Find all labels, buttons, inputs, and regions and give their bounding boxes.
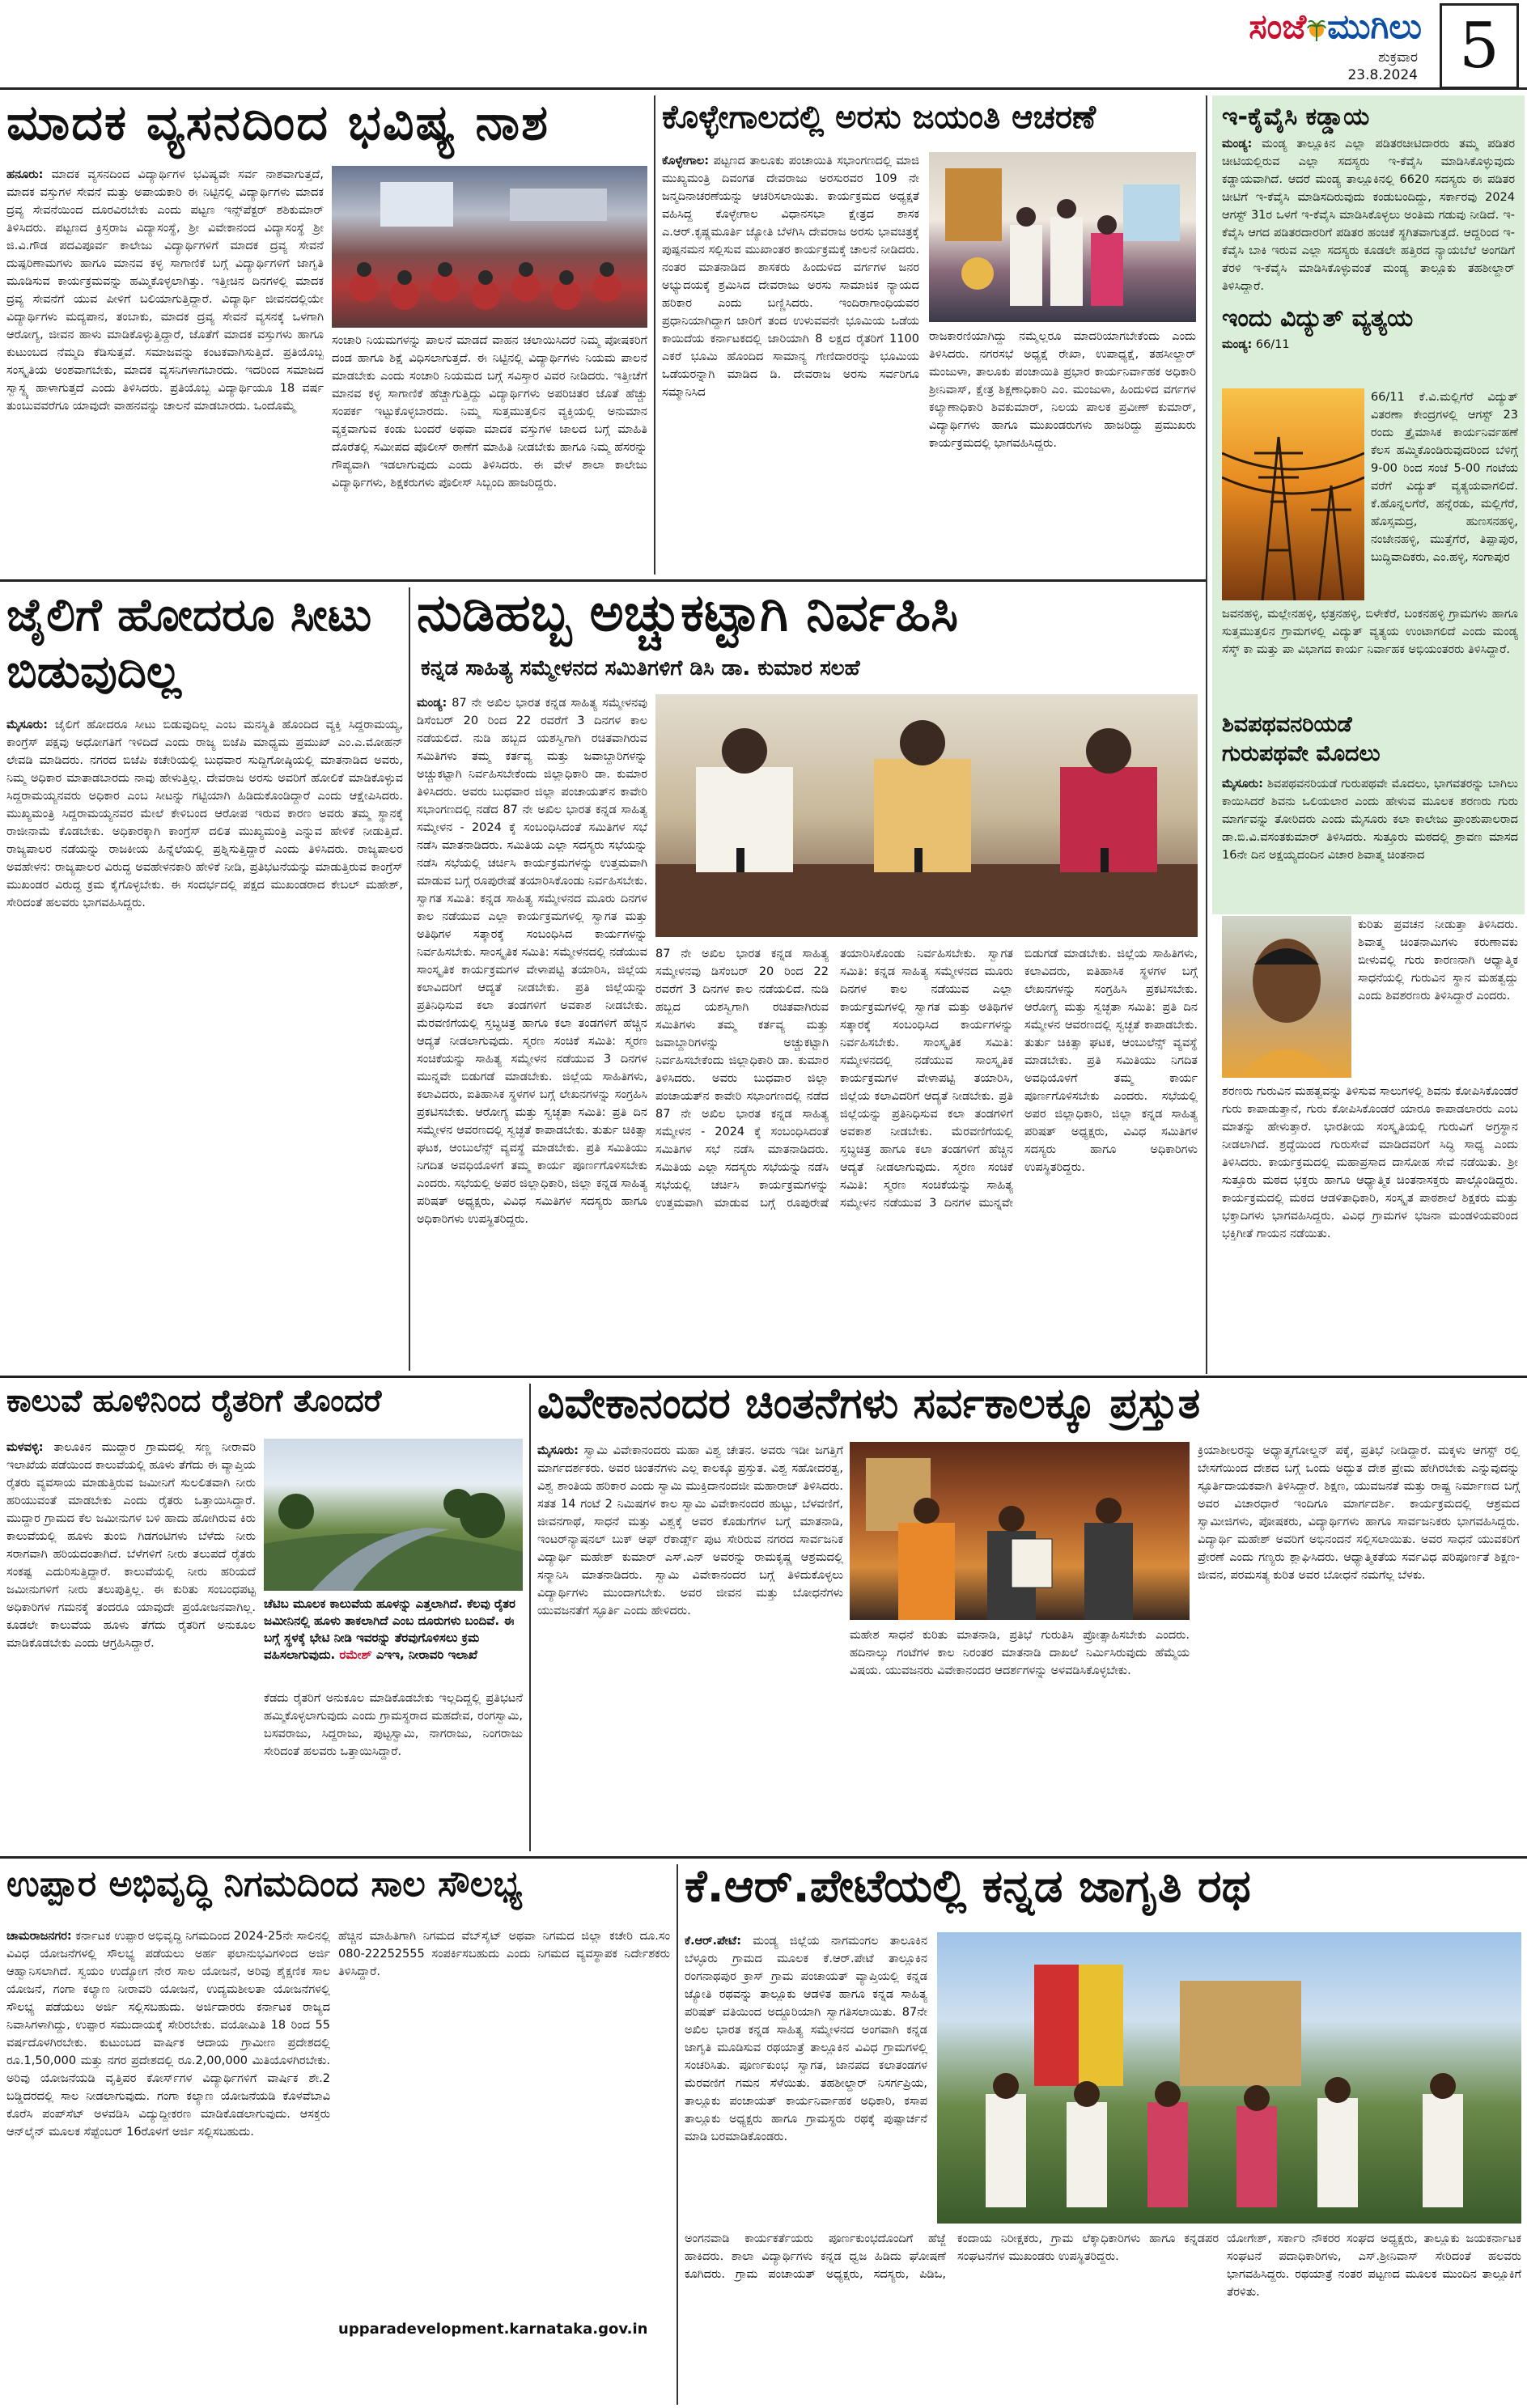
- brief-title: ಇ-ಕೈವೈಸಿ ಕಡ್ಡಾಯ: [1222, 103, 1370, 131]
- article-jail-seat-body: [6, 716, 403, 1370]
- article-text: 87 ನೇ ಅಖಿಲ ಭಾರತ ಕನ್ನಡ ಸಾಹಿತ್ಯ ಸಮ್ಮೇಳನವು ಡಿಸೆಂಬರ್ 20 ರಿಂದ 22 ರವರೆಗೆ 3 ದಿನಗಳ ಕಾಲ ನಡೆಯಲಿದೆ. ನುಡಿ ಹಬ್ಬದ ಯಶಸ್ವಿಗಾಗಿ ರಚಿತವಾಗಿರುವ ಸಮಿತಿಗಳು ತಮ್ಮ ಕರ್ತವ್ಯ ಮತ್ತು ಜವಾಬ್ದಾರಿಗಳನ್ನು ಅಚ್ಚುಕಟ್ಟಾಗಿ ನಿರ್ವಹಿಸಬೇಕೆಂದು ಜಿಲ್ಲಾಧಿಕಾರಿ ಡಾ. ಕುಮಾರ ತಿಳಿಸಿದರು. ಅವರು ಬುಧವಾರ ಜಿಲ್ಲಾ ಪಂಚಾಯತ್‌ನ ಕಾವೇರಿ ಸಭಾಂಗಣದಲ್ಲಿ ನಡೆದ 87 ನೇ ಅಖಿಲ ಭಾರತ ಕನ್ನಡ ಸಾಹಿತ್ಯ ಸಮ್ಮೇಳನ - 2024 ಕ್ಕೆ ಸಂಬಂಧಿಸಿದಂತೆ ಸಮಿತಿಗಳ ಸಭೆ ನಡೆಸಿ ಮಾತನಾಡಿದರು. ಸಮಿತಿಯ ಎಲ್ಲಾ ಸದಸ್ಯರು ಸಭೆಯನ್ನು ನಡೆಸಿ ಸಭೆಯಲ್ಲಿ ಚರ್ಚಿಸಿ ಕಾರ್ಯಕ್ರಮಗಳನ್ನು ಉತ್ತಮವಾಗಿ ಮಾಡುವ ಬಗ್ಗೆ ರೂಪುರೇಷೆ ತಯಾರಿಸಿಕೊಂಡು ನಿರ್ವಹಿಸಬೇಕು. ಸ್ವಾಗತ ಸಮಿತಿ: ಕನ್ನಡ ಸಾಹಿತ್ಯ ಸಮ್ಮೇಳನದ ಮೂರು ದಿನಗಳ ಕಾಲ ನಡೆಯುವ ಎಲ್ಲಾ ಕಾರ್ಯಕ್ರಮಗಳಲ್ಲಿ ಸ್ವಾಗತ ಮತ್ತು ಅತಿಥಿಗಳ ಸತ್ಕಾರಕ್ಕೆ ಸಂಬಂಧಿಸಿದ ಕಾರ್ಯಗಳನ್ನು ನಿರ್ವಹಿಸಬೇಕು. ಸಾಂಸ್ಕೃತಿಕ ಸಮಿತಿ: ಸಮ್ಮೇಳನದಲ್ಲಿ ನಡೆಯುವ ಸಾಂಸ್ಕೃತಿಕ ಕಾರ್ಯಕ್ರಮಗಳ ವೇಳಾಪಟ್ಟಿ ತಯಾರಿಸಿ, ಜಿಲ್ಲೆಯ ಕಲಾವಿದರಿಗೆ ಆದ್ಯತೆ ನೀಡಬೇಕು. ಪ್ರತಿ ಜಿಲ್ಲೆಯನ್ನು ಪ್ರತಿನಿಧಿಸುವ ಕಲಾ ತಂಡಗಳಿಗೆ ಅವಕಾಶ ನೀಡಬೇಕು. ಮೆರವಣಿಗೆಯಲ್ಲಿ ಸ್ತಬ್ಧಚಿತ್ರ ಹಾಗೂ ಕಲಾ ತಂಡಗಳಿಗೆ ಹೆಚ್ಚಿನ ಆದ್ಯತೆ ನೀಡಲಾಗುವುದು. ಸ್ಮರಣ ಸಂಚಿಕೆ ಸಮಿತಿ: ಸ್ಮರಣ ಸಂಚಿಕೆಯನ್ನು ಸಾಹಿತ್ಯ ಸಮ್ಮೇಳನ ನಡೆಯುವ 3 ದಿನಗಳ ಮುನ್ನವೇ ಬಿಡುಗಡೆ ಮಾಡಬೇಕು. ಜಿಲ್ಲೆಯ ಸಾಹಿತಿಗಳು, ಕಲಾವಿದರು, ಐತಿಹಾಸಿಕ ಸ್ಥಳಗಳ ಬಗ್ಗೆ ಲೇಖನಗಳನ್ನು ಸಂಗ್ರಹಿಸಿ ಪ್ರಕಟಿಸಬೇಕು. ಆರೋಗ್ಯ ಮತ್ತು ಸ್ವಚ್ಛತಾ ಸಮಿತಿ: ಪ್ರತಿ ದಿನ ಸಮ್ಮೇಳನ ಆವರಣದಲ್ಲಿ ಸ್ವಚ್ಛತೆ ಕಾಪಾಡಬೇಕು. ತುರ್ತು ಚಿಕಿತ್ಸಾ ಘಟಕ, ಆಂಬುಲೆನ್ಸ್ ವ್ಯವಸ್ಥೆ ಮಾಡಬೇಕು. ಪ್ರತಿ ಸಮಿತಿಯು ನಿಗದಿತ ಅವಧಿಯೊಳಗೆ ತಮ್ಮ ಕಾರ್ಯ ಪೂರ್ಣಗೊಳಿಸಬೇಕು ಎಂದರು. ಸಭೆಯಲ್ಲಿ ಅಪರ ಜಿಲ್ಲಾಧಿಕಾರಿ, ಜಿಲ್ಲಾ ಕನ್ನಡ ಸಾಹಿತ್ಯ ಪರಿಷತ್ ಅಧ್ಯಕ್ಷರು, ವಿವಿಧ ಸಮಿತಿಗಳ ಸದಸ್ಯರು ಹಾಗೂ ಅಧಿಕಾರಿಗಳು ಉಪಸ್ಥಿತರಿದ್ದರು.: [417, 697, 647, 1226]
- speaker-portrait-photo: [1222, 916, 1351, 1078]
- article-drug-addiction-body: [6, 166, 324, 574]
- article-kr-pete-headline-box: [685, 1861, 1525, 1924]
- article-text: ಹೆಚ್ಚಿನ ಮಾಹಿತಿಗಾಗಿ ನಿಗಮದ ವೆಬ್‌ಸೈಟ್ ಅಥವಾ ನಿಗಮದ ಜಿಲ್ಲಾ ಕಚೇರಿ ದೂ.ಸಂ 080-22252555 ಸಂಪರ್ಕಿಸಬಹುದು ಎಂದು ನಿಗಮದ ವ್ಯವಸ್ಥಾಪಕ ನಿರ್ದೇಶಕರು ತಿಳಿಸಿದ್ದಾರೆ.: [338, 1930, 670, 1978]
- brief-power-cut-text-side: [1371, 388, 1518, 600]
- headline: ಕೆ.ಆರ್.ಪೇಟೆಯಲ್ಲಿ ಕನ್ನಡ ಜಾಗೃತಿ ರಥ: [685, 1861, 1251, 1913]
- brief-text: 66/11 ಕೆ.ವಿ.ಮಲ್ಲಿಗೆರೆ ವಿದ್ಯುತ್ ವಿತರಣಾ ಕೇಂದ್ರಗಳಲ್ಲಿ ಆಗಸ್ಟ್ 23 ರಂದು ತ್ರೈಮಾಸಿಕ ಕಾರ್ಯನಿರ್ವಹಣೆ ಕೆಲಸ ಹಮ್ಮಿಕೊಂಡಿರುವುದರಿಂದ ಬೆಳಿಗ್ಗೆ 9-00 ರಿಂದ ಸಂಜೆ 5-00 ಗಂಟೆಯ ವರೆಗೆ ವಿದ್ಯುತ್ ವ್ಯತ್ಯಯವಾಗಲಿದೆ. ಕೆ.ಹೊನ್ನಲಗೆರೆ, ಹನ್ನೆರಡು, ಮಲ್ಲಿಗೆರೆ, ಹೊಸ್ಸಮದ್ರ, ಹುಣಸನಹಳ್ಳಿ, ನಂಜೇನಹಳ್ಳಿ, ಮುತ್ತೆಗೆರೆ, ತಿಪ್ಪಾಪುರ, ಬುದ್ಧಿವಾದಿಕರು, ಎಂ.ಹಳ್ಳಿ, ಸಂಗಾಪುರ: [1371, 391, 1518, 564]
- power-tower-photo: [1222, 388, 1364, 600]
- dateline: ಮೈಸೂರು:: [1222, 778, 1263, 791]
- headline: ಮಾದಕ ವ್ಯಸನದಿಂದ ಭವಿಷ್ಯ ನಾಶ: [6, 95, 549, 151]
- brief-power-cut: ಇಂದು ವಿದ್ಯುತ್ ವ್ಯತ್ಯಯ ಮಂಡ್ಯ: 66/11: [1222, 305, 1515, 372]
- brief-power-cut-text-bottom: [1222, 605, 1518, 701]
- website-url[interactable]: upparadevelopment.karnataka.gov.in: [338, 2321, 648, 2338]
- article-text-repeat: 87 ನೇ ಅಖಿಲ ಭಾರತ ಕನ್ನಡ ಸಾಹಿತ್ಯ ಸಮ್ಮೇಳನವು ಡಿಸೆಂಬರ್ 20 ರಿಂದ 22 ರವರೆಗೆ 3 ದಿನಗಳ ಕಾಲ ನಡೆಯಲಿದೆ. ನುಡಿ ಹಬ್ಬದ ಯಶಸ್ವಿಗಾಗಿ ರಚಿತವಾಗಿರುವ ಸಮಿತಿಗಳು ತಮ್ಮ ಕರ್ತವ್ಯ ಮತ್ತು ಜವಾಬ್ದಾರಿಗಳನ್ನು ಅಚ್ಚುಕಟ್ಟಾಗಿ ನಿರ್ವಹಿಸಬೇಕೆಂದು ಜಿಲ್ಲಾಧಿಕಾರಿ ಡಾ. ಕುಮಾರ ತಿಳಿಸಿದರು. ಅವರು ಬುಧವಾರ ಜಿಲ್ಲಾ ಪಂಚಾಯತ್‌ನ ಕಾವೇರಿ ಸಭಾಂಗಣದಲ್ಲಿ ನಡೆದ 87 ನೇ ಅಖಿಲ ಭಾರತ ಕನ್ನಡ ಸಾಹಿತ್ಯ ಸಮ್ಮೇಳನ - 2024 ಕ್ಕೆ ಸಂಬಂಧಿಸಿದಂತೆ ಸಮಿತಿಗಳ ಸಭೆ ನಡೆಸಿ ಮಾತನಾಡಿದರು. ಸಮಿತಿಯ ಎಲ್ಲಾ ಸದಸ್ಯರು ಸಭೆಯನ್ನು ನಡೆಸಿ ಸಭೆಯಲ್ಲಿ ಚರ್ಚಿಸಿ ಕಾರ್ಯಕ್ರಮಗಳನ್ನು ಉತ್ತಮವಾಗಿ ಮಾಡುವ ಬಗ್ಗೆ ರೂಪುರೇಷೆ ತಯಾರಿಸಿಕೊಂಡು ನಿರ್ವಹಿಸಬೇಕು. ಸ್ವಾಗತ ಸಮಿತಿ: ಕನ್ನಡ ಸಾಹಿತ್ಯ ಸಮ್ಮೇಳನದ ಮೂರು ದಿನಗಳ ಕಾಲ ನಡೆಯುವ ಎಲ್ಲಾ ಕಾರ್ಯಕ್ರಮಗಳಲ್ಲಿ ಸ್ವಾಗತ ಮತ್ತು ಅತಿಥಿಗಳ ಸತ್ಕಾರಕ್ಕೆ ಸಂಬಂಧಿಸಿದ ಕಾರ್ಯಗಳನ್ನು ನಿರ್ವಹಿಸಬೇಕು. ಸಾಂಸ್ಕೃತಿಕ ಸಮಿತಿ: ಸಮ್ಮೇಳನದಲ್ಲಿ ನಡೆಯುವ ಸಾಂಸ್ಕೃತಿಕ ಕಾರ್ಯಕ್ರಮಗಳ ವೇಳಾಪಟ್ಟಿ ತಯಾರಿಸಿ, ಜಿಲ್ಲೆಯ ಕಲಾವಿದರಿಗೆ ಆದ್ಯತೆ ನೀಡಬೇಕು. ಪ್ರತಿ ಜಿಲ್ಲೆಯನ್ನು ಪ್ರತಿನಿಧಿಸುವ ಕಲಾ ತಂಡಗಳಿಗೆ ಅವಕಾಶ ನೀಡಬೇಕು. ಮೆರವಣಿಗೆಯಲ್ಲಿ ಸ್ತಬ್ಧಚಿತ್ರ ಹಾಗೂ ಕಲಾ ತಂಡಗಳಿಗೆ ಹೆಚ್ಚಿನ ಆದ್ಯತೆ ನೀಡಲಾಗುವುದು. ಸ್ಮರಣ ಸಂಚಿಕೆ ಸಮಿತಿ: ಸ್ಮರಣ ಸಂಚಿಕೆಯನ್ನು ಸಾಹಿತ್ಯ ಸಮ್ಮೇಳನ ನಡೆಯುವ 3 ದಿನಗಳ ಮುನ್ನವೇ ಬಿಡುಗಡೆ ಮಾಡಬೇಕು. ಜಿಲ್ಲೆಯ ಸಾಹಿತಿಗಳು, ಕಲಾವಿದರು, ಐತಿಹಾಸಿಕ ಸ್ಥಳಗಳ ಬಗ್ಗೆ ಲೇಖನಗಳನ್ನು ಸಂಗ್ರಹಿಸಿ ಪ್ರಕಟಿಸಬೇಕು. ಆರೋಗ್ಯ ಮತ್ತು ಸ್ವಚ್ಛತಾ ಸಮಿತಿ: ಪ್ರತಿ ದಿನ ಸಮ್ಮೇಳನ ಆವರಣದಲ್ಲಿ ಸ್ವಚ್ಛತೆ ಕಾಪಾಡಬೇಕು. ತುರ್ತು ಚಿಕಿತ್ಸಾ ಘಟಕ, ಆಂಬುಲೆನ್ಸ್ ವ್ಯವಸ್ಥೆ ಮಾಡಬೇಕು. ಪ್ರತಿ ಸಮಿತಿಯು ನಿಗದಿತ ಅವಧಿಯೊಳಗೆ ತಮ್ಮ ಕಾರ್ಯ ಪೂರ್ಣಗೊಳಿಸಬೇಕು ಎಂದರು. ಸಭೆಯಲ್ಲಿ ಅಪರ ಜಿಲ್ಲಾಧಿಕಾರಿ, ಜಿಲ್ಲಾ ಕನ್ನಡ ಸಾಹಿತ್ಯ ಪರಿಷತ್ ಅಧ್ಯಕ್ಷರು, ವಿವಿಧ ಸಮಿತಿಗಳ ಸದಸ್ಯರು ಹಾಗೂ ಅಧಿಕಾರಿಗಳು ಉಪಸ್ಥಿತರಿದ್ದರು.: [655, 948, 1198, 1210]
- students-seminar-photo: [332, 166, 647, 328]
- caption-role: ಎಇಇ, ನೀರಾವರಿ ಇಲಾಖೆ: [375, 1647, 477, 1662]
- article-canal-silt-headline-box: [6, 1384, 524, 1432]
- article-text: ಮಂಡ್ಯ ಜಿಲ್ಲೆಯ ನಾಗಮಂಗಲ ತಾಲೂಕಿನ ಬೆಳ್ಳೂರು ಗ್ರಾಮದ ಮೂಲಕ ಕೆ.ಆರ್.ಪೇಟೆ ತಾಲ್ಲೂಕಿನ ರಂಗನಾಥಪುರ ಕ್ರಾಸ್ ಗ್ರಾಮ ಪಂಚಾಯತ್ ವ್ಯಾಪ್ತಿಯಲ್ಲಿ ಕನ್ನಡ ಜ್ಯೋತಿ ರಥವನ್ನು ತಾಲ್ಲೂಕು ಆಡಳಿತ ಹಾಗೂ ಕನ್ನಡ ಸಾಹಿತ್ಯ ಪರಿಷತ್ ವತಿಯಿಂದ ಅದ್ದೂರಿಯಾಗಿ ಸ್ವಾಗತಿಸಲಾಯಿತು. 87ನೇ ಅಖಿಲ ಭಾರತ ಕನ್ನಡ ಸಾಹಿತ್ಯ ಸಮ್ಮೇಳನದ ಅಂಗವಾಗಿ ಕನ್ನಡ ಜಾಗೃತಿ ಮೂಡಿಸುವ ರಥಯಾತ್ರೆ ತಾಲ್ಲೂಕಿನ ವಿವಿಧ ಗ್ರಾಮಗಳಲ್ಲಿ ಸಂಚರಿಸಿತು. ಪೂರ್ಣಕುಂಭ ಸ್ವಾಗತ, ಜಾನಪದ ಕಲಾತಂಡಗಳ ಮೆರವಣಿಗೆ ಗಮನ ಸೆಳೆಯಿತು. ತಹಶೀಲ್ದಾರ್ ನಿಸರ್ಗಪ್ರಿಯ, ತಾಲ್ಲೂಕು ಪಂಚಾಯತ್ ಕಾರ್ಯನಿರ್ವಾಹಕ ಅಧಿಕಾರಿ, ಕಸಾಪ ತಾಲ್ಲೂಕು ಅಧ್ಯಕ್ಷರು ಹಾಗೂ ಗ್ರಾಮಸ್ಥರು ರಥಕ್ಕೆ ಪುಷ್ಪಾರ್ಚನೆ ಮಾಡಿ ಬರಮಾಡಿಕೊಂಡರು.: [685, 1935, 927, 2143]
- dateline: ಚಾಮರಾಜನಗರ:: [6, 1930, 72, 1943]
- subheadline: ಕನ್ನಡ ಸಾಹಿತ್ಯ ಸಮ್ಮೇಳನದ ಸಮಿತಿಗಳಿಗೆ ಡಿಸಿ ಡಾ. ಕುಮಾರ ಸಲಹೆ: [421, 657, 860, 680]
- section-rule: [0, 1856, 1527, 1859]
- article-text: ಪಟ್ಟಣದ ತಾಲೂಕು ಪಂಚಾಯಿತಿ ಸಭಾಂಗಣದಲ್ಲಿ ಮಾಜಿ ಮುಖ್ಯಮಂತ್ರಿ ದಿವಂಗತ ದೇವರಾಜು ಅರಸುರವರ 109 ನೇ ಜನ್ಮದಿನಾಚರಣೆಯನ್ನು ಆಚರಿಸಲಾಯಿತು. ಕಾರ್ಯಕ್ರಮದ ಅಧ್ಯಕ್ಷತೆ ವಹಿಸಿದ್ದ ಕೊಳ್ಳೇಗಾಲ ವಿಧಾನಸಭಾ ಕ್ಷೇತ್ರದ ಶಾಸಕ ಎ.ಆರ್.ಕೃಷ್ಣಮೂರ್ತಿ ಜ್ಯೋತಿ ಬೆಳಗಿಸಿ ದೇವರಾಜ ಅರಸು ಭಾವಚಿತ್ರಕ್ಕೆ ಪುಷ್ಪನಮನ ಸಲ್ಲಿಸುವ ಮುಖಾಂತರ ಕಾರ್ಯಕ್ರಮಕ್ಕೆ ಚಾಲನೆ ನೀಡಿದರು. ನಂತರ ಮಾತನಾಡಿದ ಶಾಸಕರು ಹಿಂದುಳಿದ ವರ್ಗಗಳ ಜನರ ಅಭ್ಯುದಯಕ್ಕೆ ಶ್ರಮಿಸಿದ ದೇವರಾಜು ಅರಸು ಸಾಮಾಜಿಕ ನ್ಯಾಯದ ಹರಿಕಾರ ಎಂದು ಬಣ್ಣಿಸಿದರು. ಇಂದಿರಾಗಾಂಧಿಯವರ ಪ್ರಧಾನಿಯಾಗಿದ್ದಾಗ ಜಾರಿಗೆ ತಂದ ಉಳುವವನೇ ಭೂಮಿಯ ಒಡೆಯ ಕಾಯಿದೆಯ ಕರ್ನಾಟಕದಲ್ಲಿ ಜಾರಿಯಾಗಿ 8 ಲಕ್ಷದ ರೈತರಿಗೆ 1100 ಎಕರೆ ಭೂಮಿ ಹೊಂದಿದ ಸಾಮಾನ್ಯ ಗೇಣಿದಾರರನ್ನು ಭೂಮಿಯ ಒಡೆಯರನ್ನಾಗಿ ಮಾಡಿದ ಡಿ. ದೇವರಾಜ ಅರಸು ಸರ್ವರಿಗೂ ಸಮ್ಮಾನಿಸಿದ: [662, 155, 919, 399]
- article-text: ಸ್ವಾಮಿ ವಿವೇಕಾನಂದರು ಮಹಾ ವಿಶ್ವ ಚೇತನ. ಅವರು ಇಡೀ ಜಗತ್ತಿಗೆ ಮಾರ್ಗದರ್ಶಕರು. ಅವರ ಚಿಂತನೆಗಳು ಎಲ್ಲ ಕಾಲಕ್ಕೂ ಪ್ರಸ್ತುತ. ವಿಶ್ವ ಸಹೋದರತ್ವ, ವಿಶ್ವ ಶಾಂತಿಯ ಹರಿಕಾರ ಎಂದು ಸ್ವಾಮಿ ಮುಕ್ತಿದಾನಂದಜೀ ಮಹಾರಾಜ್ ತಿಳಿಸಿದರು. ಸತತ 14 ಗಂಟೆ 2 ನಿಮಿಷಗಳ ಕಾಲ ಸ್ವಾಮಿ ವಿವೇಕಾನಂದರ ಹುಟ್ಟು, ಬೆಳವಣಿಗೆ, ಜೀವನಗಾಥೆ, ಸಾಧನೆ ಮತ್ತು ವಿಶ್ವಕ್ಕೆ ಅವರ ಕೊಡುಗೆಗಳ ಬಗ್ಗೆ ಮಾತನಾಡಿ, ಇಂಟರ್‌ನ್ಯಾಷನಲ್ ಬುಕ್ ಆಫ್ ರೆಕಾರ್ಡ್ಸ್ ಪುಟ ಸೇರಿರುವ ನಗರದ ಸಾರ್ವಜನಿಕ ವಿದ್ಯಾರ್ಥಿ ಮಹೇಶ್ ಕುಮಾರ್ ಎಸ್.ಎನ್ ಅವರನ್ನು ರಾಮಕೃಷ್ಣ ಆಶ್ರಮದಲ್ಲಿ ಸನ್ಮಾನಿಸಿ ಮಾತನಾಡಿದರು. ಸ್ವಾಮಿ ವಿವೇಕಾನಂದರ ಬಗ್ಗೆ ತಿಳಿದುಕೊಳ್ಳಲು ವಿದ್ಯಾರ್ಥಿಗಳು ಮುಂದಾಗಬೇಕು. ಅವರ ಜೀವನ ಮತ್ತು ಬೋಧನೆಗಳು ಯುವಜನತೆಗೆ ಸ್ಫೂರ್ತಿ ಎಂದು ಹೇಳಿದರು.: [537, 1444, 843, 1617]
- column-divider: [409, 587, 410, 1371]
- article-sahitya-sammelana-headline-box: [417, 584, 1202, 653]
- article-jail-seat-headline-box: [6, 587, 403, 709]
- article-canal-silt-body-continued: [264, 1689, 523, 1851]
- column-divider: [529, 1384, 531, 1851]
- article-kr-pete-body: [685, 1932, 927, 2224]
- dateline: ಕೊಳ್ಳೇಗಾಲ:: [662, 155, 710, 167]
- headline: ಉಪ್ಪಾರ ಅಭಿವೃದ್ಧಿ ನಿಗಮದಿಂದ ಸಾಲ ಸೌಲಭ್ಯ: [6, 1864, 523, 1905]
- masthead: [0, 0, 1527, 89]
- dateline: ಮಂಡ್ಯ:: [1222, 338, 1253, 351]
- brief-text: ಶರಣರು ಗುರುವಿನ ಮಹತ್ವವನ್ನು ತಿಳಿಸುವ ಸಾಲುಗಳಲ್ಲಿ ಶಿವನು ಕೋಪಿಸಿಕೊಂಡರೆ ಗುರು ಕಾಪಾಡುತ್ತಾನೆ, ಗುರು ಕೋಪಿಸಿಕೊಂಡರೆ ಯಾರೂ ಕಾಪಾಡಲಾರರು ಎಂಬ ಮಾತನ್ನು ಹೇಳುತ್ತಾರೆ. ಭಾರತೀಯ ಸಂಸ್ಕೃತಿಯಲ್ಲಿ ಗುರುವಿಗೆ ಅಗ್ರಸ್ಥಾನ ನೀಡಲಾಗಿದೆ. ಶ್ರದ್ಧೆಯಿಂದ ಗುರುಸೇವೆ ಮಾಡಿದವರಿಗೆ ಸಿದ್ಧಿ ಸಾಧ್ಯ ಎಂದು ತಿಳಿಸಿದರು. ಕಾರ್ಯಕ್ರಮದಲ್ಲಿ ಮಹಾಪ್ರಸಾದ ದಾಸೋಹ ಸೇವೆ ನಡೆಯಿತು. ಶ್ರೀ ಸುತ್ತೂರು ಮಠದ ಭಕ್ತರು ಹಾಗೂ ಆಧ್ಯಾತ್ಮಿಕ ಚಿಂತನಾಸಕ್ತರು ಪಾಲ್ಗೊಂಡಿದ್ದರು. ಕಾರ್ಯಕ್ರಮದಲ್ಲಿ ಮಠದ ಆಡಳಿತಾಧಿಕಾರಿ, ಸಂಸ್ಕೃತ ಪಾಠಶಾಲೆ ಶಿಕ್ಷಕರು ಮತ್ತು ಭಕ್ತಾದಿಗಳು ಭಾಗವಹಿಸಿದ್ದರು. ವಿವಿಧ ಗ್ರಾಮಗಳ ಭಜನಾ ಮಂಡಳಿಯವರಿಂದ ಭಕ್ತಿಗೀತೆ ಗಾಯನ ನಡೆಯಿತು.: [1222, 1085, 1518, 1240]
- caption-signature: ರಮೇಶ್: [339, 1647, 372, 1662]
- brief-text: ಮಂಡ್ಯ ತಾಲ್ಲೂಕಿನ ಎಲ್ಲಾ ಪಡಿತರಚೀಟಿದಾರರು ತಮ್ಮ ಪಡಿತರ ಚೀಟಿಯಲ್ಲಿರುವ ಎಲ್ಲಾ ಸದಸ್ಯರು ಇ-ಕೆವೈಸಿ ಮಾಡಿಸಿಕೊಳ್ಳುವುದು ಕಡ್ಡಾಯವಾಗಿದೆ. ಆದರೆ ಮಂಡ್ಯ ತಾಲ್ಲೂಕಿನಲ್ಲಿ 6620 ಸದಸ್ಯರು ಈ ಪಡಿತರ ಚೀಟಿಗೆ ಇ-ಕೆವೈಸಿ ಮಾಡಿಸದಿರುವುದು ಕಂಡುಬಂದಿದ್ದು, ಸರ್ಕಾರವು 2024 ಆಗಸ್ಟ್ 31ರ ಒಳಗೆ ಇ-ಕೆವೈಸಿ ಮಾಡಿಸಿಕೊಳ್ಳಲು ಅಂತಿಮ ಗಡುವು ನೀಡಿದೆ. ಇ-ಕೆವೈಸಿ ಆಗದ ಪಡಿತರದಾರರಿಗೆ ಪಡಿತರ ಹಂಚಿಕೆ ಸ್ಥಗಿತವಾಗುತ್ತದೆ. ಆದ್ದರಿಂದ ಇ-ಕೆವೈಸಿ ಬಾಕಿ ಇರುವ ಎಲ್ಲಾ ಸದಸ್ಯರು ಕೂಡಲೇ ಹತ್ತಿರದ ನ್ಯಾಯಬೆಲೆ ಅಂಗಡಿಗೆ ತೆರಳಿ ಇ-ಕೆವೈಸಿ ಮಾಡಿಸಿಕೊಳ್ಳುವಂತೆ ಮಂಡ್ಯ ತಾಲ್ಲೂಕು ತಹಶೀಲ್ದಾರ್ ತಿಳಿಸಿದ್ದಾರೆ.: [1222, 137, 1515, 293]
- column-divider: [654, 95, 655, 574]
- headline: ನುಡಿಹಬ್ಬ ಅಚ್ಚುಕಟ್ಟಾಗಿ ನಿರ್ವಹಿಸಿ: [417, 584, 959, 643]
- article-uppara-loan-body: [6, 1927, 330, 2405]
- issue-date-block: [1347, 49, 1418, 84]
- article-text: ತಾಲೂಕಿನ ಮುದ್ದಾರ ಗ್ರಾಮದಲ್ಲಿ ಸಣ್ಣ ನೀರಾವರಿ ಇಲಾಖೆಯ ಪಡೆಯಿಂದ ಕಾಲುವೆಯಲ್ಲಿ ಹೂಳು ತೆಗೆದು ಈ ವ್ಯಾಪ್ತಿಯ ರೈತರು ವ್ಯವಸಾಯ ಮಾಡುತ್ತಿರುವ ಜಮೀನಿಗೆ ಸುಲಲಿತವಾಗಿ ನೀರು ಹರಿಯುವಂತೆ ಮಾಡಬೇಕು ಎಂದು ರೈತರು ಒತ್ತಾಯಿಸಿದ್ದಾರೆ. ಮುದ್ದಾರ ಗ್ರಾಮದ ಕೆಲ ಜಮೀನುಗಳ ಬಳಿ ಹಾದು ಹೋಗಿರುವ ಕಿರು ಕಾಲುವೆಯಲ್ಲಿ ಹೂಳು ತುಂಬಿ ಗಿಡಗಂಟಿಗಳು ಬೆಳೆದು ನೀರು ಸರಾಗವಾಗಿ ಹರಿಯದಂತಾಗಿದೆ. ಬೆಳೆಗಳಿಗೆ ನೀರು ತಲುಪದೆ ರೈತರು ಸಂಕಷ್ಟ ಎದುರಿಸುತ್ತಿದ್ದಾರೆ. ಕಾಲುವೆಯಲ್ಲಿ ನೀರು ಹರಿಯದೆ ಜಮೀನುಗಳಿಗೆ ನೀರು ತಲುಪುತ್ತಿಲ್ಲ. ಈ ಕುರಿತು ಸಂಬಂಧಪಟ್ಟ ಅಧಿಕಾರಿಗಳ ಗಮನಕ್ಕೆ ತಂದರೂ ಯಾವುದೇ ಪ್ರಯೋಜನವಾಗಿಲ್ಲ. ಕೂಡಲೇ ಕಾಲುವೆಯ ಹೂಳು ತೆಗೆದು ರೈತರಿಗೆ ಅನುಕೂಲ ಮಾಡಿಕೊಡಬೇಕು ಎಂದು ಆಗ್ರಹಿಸಿದ್ದಾರೆ.: [6, 1441, 256, 1650]
- column-divider: [1206, 95, 1207, 1374]
- article-kr-pete-body-right: [1227, 2230, 1521, 2405]
- article-vivekananda-headline-box: [537, 1380, 1525, 1435]
- dateline: ಮಂಡ್ಯ:: [417, 697, 447, 710]
- article-text: ಮಹೇಶ ಸಾಧನೆ ಕುರಿತು ಮಾತನಾಡಿ, ಪ್ರತಿಭೆ ಗುರುತಿಸಿ ಪ್ರೋತ್ಸಾಹಿಸಬೇಕು ಎಂದರು. ಹದಿನಾಲ್ಕು ಗಂಟೆಗಳ ಕಾಲ ನಿರಂತರ ಮಾತನಾಡಿ ದಾಖಲೆ ನಿರ್ಮಿಸಿರುವುದು ಹೆಮ್ಮೆಯ ವಿಷಯ. ಯುವಜನರು ವಿವೇಕಾನಂದರ ಆದರ್ಶಗಳನ್ನು ಅಳವಡಿಸಿಕೊಳ್ಳಬೇಕು.: [850, 1629, 1190, 1677]
- sammelana-meeting-photo: [655, 694, 1198, 937]
- brief-title: ಇಂದು ವಿದ್ಯುತ್ ವ್ಯತ್ಯಯ: [1222, 303, 1414, 333]
- article-drug-addiction-headline-box: [6, 95, 647, 160]
- article-text: ಸಂಚಾರಿ ನಿಯಮಗಳನ್ನು ಪಾಲನೆ ಮಾಡದೆ ವಾಹನ ಚಲಾಯಿಸಿದರೆ ನಿಮ್ಮ ಪೋಷಕರಿಗೆ ದಂಡ ಹಾಗೂ ಶಿಕ್ಷೆ ವಿಧಿಸಲಾಗುತ್ತದೆ. ಈ ನಿಟ್ಟಿನಲ್ಲಿ ವಿದ್ಯಾರ್ಥಿಗಳು ನಿಯಮ ಪಾಲನೆ ಮಾಡಬೇಕು ಎಂದು ಸಂಚಾರಿ ನಿಯಮದ ಬಗ್ಗೆ ಸವಿಸ್ತಾರ ವಿವರ ನೀಡಿದರು. ಇತ್ತೀಚೆಗೆ ಮಾನವ ಕಳ್ಳ ಸಾಗಾಣಿಕೆ ಹೆಚ್ಚಾಗುತ್ತಿದ್ದು ವಿದ್ಯಾರ್ಥಿಗಳು ಅಪರಿಚಿತರ ಜೊತೆ ಹೆಚ್ಚು ಸಂಪರ್ಕ ಇಟ್ಟುಕೊಳ್ಳಬಾರದು. ನಿಮ್ಮ ಸುತ್ತಮುತ್ತಲಿನ ವ್ಯಕ್ತಿಯಲ್ಲಿ ಅನುಮಾನ ವ್ಯಕ್ತವಾಗುವ ಕಂಡು ಬಂದರೆ ಅಥವಾ ಮಾದಕ ವಸ್ತುಗಳ ಜಾಲದ ಬಗ್ಗೆ ಮಾಹಿತಿ ದೊರೆತಲ್ಲಿ ಸಮೀಪದ ಪೊಲೀಸ್ ಠಾಣೆಗೆ ಮಾಹಿತಿ ನೀಡಬೇಕು ಹಾಗೂ ನಿಮ್ಮ ಹೆಸರನ್ನು ಗೌಪ್ಯವಾಗಿ ಇಡಲಾಗುವುದು ಎಂದು ತಿಳಿಸಿದರು. ಈ ವೇಳೆ ಶಾಲಾ ಕಾಲೇಜು ವಿದ್ಯಾರ್ಥಿಗಳು, ಶಿಕ್ಷಕರುಗಳು ಪೊಲೀಸ್ ಸಿಬ್ಬಂದಿ ಹಾಜರಿದ್ದರು.: [332, 334, 647, 490]
- article-canal-silt-body: [6, 1439, 256, 1851]
- brief-ekyc: [1222, 104, 1515, 294]
- masthead-rule: [0, 87, 1527, 90]
- canal-photo-caption: [264, 1596, 523, 1685]
- article-text: ಕರ್ನಾಟಕ ಉಪ್ಪಾರ ಅಭಿವೃದ್ಧಿ ನಿಗಮದಿಂದ 2024-25ನೇ ಸಾಲಿನಲ್ಲಿ ವಿವಿಧ ಯೋಜನೆಗಳಲ್ಲಿ ಸೌಲಭ್ಯ ಪಡೆಯಲು ಅರ್ಹ ಫಲಾನುಭವಿಗಳಿಂದ ಅರ್ಜಿ ಆಹ್ವಾನಿಸಲಾಗಿದೆ. ಸ್ವಯಂ ಉದ್ಯೋಗ ನೇರ ಸಾಲ ಯೋಜನೆ, ಅರಿವು ಶೈಕ್ಷಣಿಕ ಸಾಲ ಯೋಜನೆ, ಗಂಗಾ ಕಲ್ಯಾಣ ನೀರಾವರಿ ಯೋಜನೆ, ಉದ್ಯಮಶೀಲತಾ ಯೋಜನೆಗಳಲ್ಲಿ ಸೌಲಭ್ಯ ಪಡೆಯಲು ಅರ್ಜಿ ಸಲ್ಲಿಸಬಹುದು. ಅರ್ಜಿದಾರರು ಕರ್ನಾಟಕ ರಾಜ್ಯದ ನಿವಾಸಿಗಳಾಗಿದ್ದು, ಉಪ್ಪಾರ ಸಮುದಾಯಕ್ಕೆ ಸೇರಿರಬೇಕು. ವಯೋಮಿತಿ 18 ರಿಂದ 55 ವರ್ಷದೊಳಗಿರಬೇಕು. ಕುಟುಂಬದ ವಾರ್ಷಿಕ ಆದಾಯ ಗ್ರಾಮೀಣ ಪ್ರದೇಶದಲ್ಲಿ ರೂ.1,50,000 ಮತ್ತು ನಗರ ಪ್ರದೇಶದಲ್ಲಿ ರೂ.2,00,000 ಮಿತಿಯೊಳಗಿರಬೇಕು. ಅರಿವು ಯೋಜನೆಯಡಿ ವೃತ್ತಿಪರ ಕೋರ್ಸ್‌ಗಳ ವಿದ್ಯಾರ್ಥಿಗಳಿಗೆ ವಾರ್ಷಿಕ ಶೇ.2 ಬಡ್ಡಿದರದಲ್ಲಿ ಸಾಲ ನೀಡಲಾಗುವುದು. ಗಂಗಾ ಕಲ್ಯಾಣ ಯೋಜನೆಯಡಿ ಕೊಳವೆಬಾವಿ ಕೊರೆಸಿ ಪಂಪ್‌ಸೆಟ್ ಅಳವಡಿಸಿ ವಿದ್ಯುದ್ದೀಕರಣ ಮಾಡಿಕೊಡಲಾಗುವುದು. ಆಸಕ್ತರು ಆನ್‌ಲೈನ್ ಮೂಲಕ ಸೆಪ್ಟೆಂಬರ್ 16ರೊಳಗೆ ಅರ್ಜಿ ಸಲ್ಲಿಸಬಹುದು.: [6, 1930, 330, 2139]
- article-vivekananda-body-right: [1198, 1442, 1520, 1851]
- dateline: ಹನೂರು:: [6, 168, 44, 181]
- brand-logo: [1249, 6, 1422, 47]
- article-sahitya-sammelana-body: [417, 694, 647, 1370]
- canal-photo: [264, 1439, 523, 1591]
- brief-guru-text-bottom: [1222, 1083, 1518, 1371]
- headline: ಕೊಳ್ಳೇಗಾಲದಲ್ಲಿ ಅರಸು ಜಯಂತಿ ಆಚರಣೆ: [662, 99, 1096, 136]
- article-text: ರಾಜಕಾರಣಿಯಾಗಿದ್ದು ನಮ್ಮೆಲ್ಲರೂ ಮಾದರಿಯಾಗಬೇಕೆಂದು ಎಂದು ತಿಳಿಸಿದರು. ನಗರಸಭೆ ಅಧ್ಯಕ್ಷೆ ರೇಖಾ, ಉಪಾಧ್ಯಕ್ಷೆ, ತಹಸೀಲ್ದಾರ್ ಮಂಜುಳಾ, ತಾಲೂಕು ಪಂಚಾಯಿತಿ ಪ್ರಭಾರ ಕಾರ್ಯನಿರ್ವಾಹಕ ಅಧಿಕಾರಿ ಶ್ರೀನಿವಾಸ್, ಕ್ಷೇತ್ರ ಶಿಕ್ಷಣಾಧಿಕಾರಿ ಎಂ. ಮಂಜುಳಾ, ಹಿಂದುಳಿದ ವರ್ಗಗಳ ಕಲ್ಯಾಣಾಧಿಕಾರಿ ಶಿವಕುಮಾರ್, ನಿಲಯ ಪಾಲಕ ಪ್ರವೀಣ್ ಕುಮಾರ್, ವಿದ್ಯಾರ್ಥಿಗಳು ಹಾಗೂ ಮುಖಂಡರುಗಳು ಹಾಜರಿದ್ದು ಪ್ರಮುಖರು ಕಾರ್ಯಕ್ರಮದಲ್ಲಿ ಭಾಗವಹಿಸಿದ್ದರು.: [929, 330, 1196, 450]
- article-text: ಅಂಗನವಾಡಿ ಕಾರ್ಯಕರ್ತೆಯರು ಪೂರ್ಣಕುಂಭದೊಂದಿಗೆ ಹೆಜ್ಜೆ ಹಾಕಿದರು. ಶಾಲಾ ವಿದ್ಯಾರ್ಥಿಗಳು ಕನ್ನಡ ಧ್ವಜ ಹಿಡಿದು ಘೋಷಣೆ ಕೂಗಿದರು. ಗ್ರಾಮ ಪಂಚಾಯತ್ ಅಧ್ಯಕ್ಷರು, ಸದಸ್ಯರು, ಪಿಡಿಒ, ಕಂದಾಯ ನಿರೀಕ್ಷಕರು, ಗ್ರಾಮ ಲೆಕ್ಕಾಧಿಕಾರಿಗಳು ಹಾಗೂ ಕನ್ನಡಪರ ಸಂಘಟನೆಗಳ ಮುಖಂಡರು ಉಪಸ್ಥಿತರಿದ್ದರು.: [685, 2232, 1219, 2281]
- dateline: ಕೆ.ಆರ್.ಪೇಟೆ:: [685, 1935, 741, 1948]
- dateline: ಮಳವಳ್ಳಿ:: [6, 1441, 44, 1454]
- section-rule: [0, 579, 1206, 582]
- brief-guru-title-box: [1222, 710, 1518, 772]
- brand-part-2: ಮುಗಿಲು: [1327, 6, 1422, 46]
- article-arasu-jayanti-body-continued: [929, 328, 1196, 574]
- caption-text: ಚೆಟಿಬ ಮೂಲಕ ಕಾಲುವೆಯ ಹೂಳನ್ನು ಎತ್ತಲಾಗಿದೆ. ಕೆಲವು ರೈತರ ಜಮೀನಿನಲ್ಲಿ ಹೂಳು ತಾಕಲಾಗಿದೆ ಎಂಬ ದೂರುಗಳು ಬಂದಿವೆ. ಈ ಬಗ್ಗೆ ಸ್ಥಳಕ್ಕೆ ಭೇಟಿ ನೀಡಿ ಇವರನ್ನು ತೆರವುಗೊಳಿಸಲು ಕ್ರಮ ವಹಿಸಲಾಗುವುದು.: [264, 1596, 515, 1662]
- issue-date: 23.8.2024: [1347, 67, 1418, 83]
- brief-guru-text-top: [1222, 775, 1518, 909]
- article-uppara-loan-body-continued: [338, 1927, 670, 2316]
- kannada-ratha-photo: [937, 1932, 1521, 2224]
- uppara-website-link[interactable]: [338, 2321, 670, 2345]
- headline: ವಿವೇಕಾನಂದರ ಚಿಂತನೆಗಳು ಸರ್ವಕಾಲಕ್ಕೂ ಪ್ರಸ್ತುತ: [537, 1380, 1201, 1428]
- article-vivekananda-body: [537, 1442, 843, 1851]
- page-number: 5: [1440, 3, 1519, 89]
- article-text: ಜೈಲಿಗೆ ಹೋದರೂ ಸೀಟು ಬಿಡುವುದಿಲ್ಲ ಎಂಬ ಮನಸ್ಥಿತಿ ಹೊಂದಿದ ವ್ಯಕ್ತಿ ಸಿದ್ದರಾಮಯ್ಯ, ಕಾಂಗ್ರೆಸ್ ಪಕ್ಷವು ಅಧೋಗತಿಗೆ ಇಳಿದಿದೆ ಎಂದು ರಾಜ್ಯ ಬಿಜೆಪಿ ಮಾಧ್ಯಮ ಪ್ರಮುಖ್ ಎಂ.ಎ.ಮೋಹನ್ ಲೇವಡಿ ಮಾಡಿದರು. ನಗರದ ಬಿಜೆಪಿ ಕಚೇರಿಯಲ್ಲಿ ಬುಧವಾರ ಸುದ್ದಿಗೋಷ್ಠಿಯಲ್ಲಿ ಮಾತನಾಡಿದ ಅವರು, ನಿಮ್ಮ ಅಧಿಕಾರ ಮಾತಾಡಬಾರದು ನಾವು ಹೇಳುತ್ತಿಲ್ಲ. ದೇವರಾಜ ಅರಸು ಅವರಿಗೆ ಹೋಲಿಕೆ ಮಾಡಿಕೊಳ್ಳುವ ಸಿದ್ದರಾಮಯ್ಯನವರು ಅಧಿಕಾರ ಎಂಬ ಸೀಟನ್ನು ಗಟ್ಟಿಯಾಗಿ ಹಿಡಿದುಕೊಂಡಿದ್ದಾರೆ ಎಂದು ಆಕ್ಷೇಪಿಸಿದರು. ಮುಖ್ಯಮಂತ್ರಿ ಸಿದ್ದರಾಮಯ್ಯನವರ ಮೇಲೆ ಕೇಳಿಬಂದ ಆರೋಪ ಇರುವ ಕಾರಣ ಅವರು ತಮ್ಮ ಸ್ಥಾನಕ್ಕೆ ರಾಜೀನಾಮೆ ಕೊಡಬೇಕು. ಅಧಿಕಾರಕ್ಕಾಗಿ ಕಾಂಗ್ರೆಸ್ ದಲಿತ ಮುಖ್ಯಮಂತ್ರಿ ಎನ್ನುವ ಹೇಳಿಕೆ ನೀಡುತ್ತಿದೆ. ರಾಜ್ಯಪಾಲರ ನಡೆಯನ್ನು ರಾಜಕೀಯ ಹಿನ್ನೆಲೆಯಲ್ಲಿ ಪ್ರಶ್ನಿಸುತ್ತಿದ್ದಾರೆ ಎಂದು ತಿಳಿಸಿದರು. ರಾಜ್ಯಪಾಲರ ಅವಹೇಳನ: ರಾಜ್ಯಪಾಲರ ವಿರುದ್ಧ ಅವಹೇಳನಕಾರಿ ಹೇಳಿಕೆ ನೀಡಿ, ಪ್ರತಿಭಟನೆಯನ್ನು ಮಾಡುತ್ತಿರುವ ಕಾಂಗ್ರೆಸ್ ಮುಖಂಡರ ವಿರುದ್ಧ ಕ್ರಮ ಕೈಗೊಳ್ಳಬೇಕು. ಈ ಸಂದರ್ಭದಲ್ಲಿ ಪಕ್ಷದ ಮುಖಂಡರಾದ ಕೇಬಲ್ ಮಹೇಶ್, ಸೇರಿದಂತೆ ಹಲವರು ಭಾಗವಹಿಸಿದ್ದರು.: [6, 719, 403, 909]
- dateline: ಮೈಸೂರು:: [6, 719, 48, 731]
- issue-day: ಶುಕ್ರವಾರ: [1378, 49, 1418, 66]
- article-sahitya-sammelana-body-continued: [655, 945, 1198, 1370]
- headline: ಜೈಲಿಗೆ ಹೋದರೂ ಸೀಟು ಬಿಡುವುದಿಲ್ಲ: [6, 589, 372, 698]
- brief-text: ಕುರಿತು ಪ್ರವಚನ ನೀಡುತ್ತಾ ತಿಳಿಸಿದರು. ಶಿವಾತ್ಮ ಚಿಂತನಾಮಿಗಳು ಕರುಣಾವಕು ಬೀಳುವಲ್ಲಿ ಗುರು ಕಾರಣನಾಗಿ ಆಧ್ಯಾತ್ಮಿಕ ಸಾಧನೆಯಲ್ಲಿ ಗುರುವಿನ ಸ್ಥಾನ ಮಹತ್ವದ್ದು ಎಂದು ಶಿವಶರಣರು ತಿಳಿಸಿದ್ದಾರೆ ಎಂದರು.: [1358, 918, 1518, 1003]
- brief-title-line-2: ಗುರುಪಥವೇ ಮೊದಲು: [1222, 741, 1381, 766]
- article-text: ಕ್ರಿಯಾಶೀಲರನ್ನು ಅಧ್ಯಾತ್ಮಗೋಲ್ಡನ್ ಪಕ್ಕೆ, ಪ್ರತಿಭೆ ನೀಡಿದ್ದಾರೆ. ಮಕ್ಕಳು ಆಗಸ್ಟ್ ರಲ್ಲಿ ಬೇಸಗೆಯಿಂದ ದೇಶದ ಬಗ್ಗೆ ಒಂದು ಅದ್ಭುತ ದೇಶ ಪ್ರೇಮ ಹೇಗಿರಬೇಕು ಎನ್ನುವುದನ್ನು ಸ್ಫೂರ್ತಿದಾಯಕವಾಗಿ ತಿಳಿಸಿದ್ದಾರೆ. ಶಿಕ್ಷಣ, ಯುವಜನತೆ ಮತ್ತು ರಾಷ್ಟ್ರ ನಿರ್ಮಾಣದ ಬಗ್ಗೆ ಅವರ ವಿಚಾರಧಾರೆ ಇಂದಿಗೂ ಮಾರ್ಗದರ್ಶಿ. ಕಾರ್ಯಕ್ರಮದಲ್ಲಿ ಆಶ್ರಮದ ಸ್ವಾಮೀಜಿಗಳು, ಪೋಷಕರು, ವಿದ್ಯಾರ್ಥಿಗಳು ಹಾಗೂ ಸಾರ್ವಜನಿಕರು ಭಾಗವಹಿಸಿದ್ದರು. ವಿದ್ಯಾರ್ಥಿ ಮಹೇಶ್ ಅವರಿಗೆ ಅಭಿನಂದನೆ ಸಲ್ಲಿಸಲಾಯಿತು. ಅವರ ಸಾಧನೆ ಯುವಕರಿಗೆ ಪ್ರೇರಣೆ ಎಂದು ಗಣ್ಯರು ಶ್ಲಾಘಿಸಿದರು. ಆಧ್ಯಾತ್ಮಿಕತೆಯ ಸರ್ವವಿಧ ಪರಿಪೂರ್ಣತೆ ಶಿಕ್ಷಣ-ಜೀವನ, ಪರಮಸತ್ಯ ಕುರಿತ ಅವರ ಬೋಧನೆ ನಮಗೆಲ್ಲ ಬೆಳಕು.: [1198, 1444, 1520, 1582]
- article-vivekananda-body-mid: [850, 1626, 1190, 1851]
- article-text: ಮಾದಕ ವ್ಯಸನದಿಂದ ವಿದ್ಯಾರ್ಥಿಗಳ ಭವಿಷ್ಯವೇ ಸರ್ವ ನಾಶವಾಗುತ್ತದೆ, ಮಾದಕ ವಸ್ತುಗಳ ಸೇವನೆ ಮತ್ತು ಅಪಾಯಕಾರಿ ಈ ನಿಟ್ಟಿನಲ್ಲಿ ವಿದ್ಯಾರ್ಥಿಗಳು ಮಾದಕ ದ್ರವ್ಯ ಸೇವನೆಯಿಂದ ದೂರವಿರಬೇಕು ಎಂದು ಪಟ್ಟಣ ಇನ್ಸ್‌ಪೆಕ್ಟರ್ ಶಶಿಕುಮಾರ್ ತಿಳಿಸಿದರು. ಪಟ್ಟಣದ ಕ್ರಿಸ್ತರಾಜ ವಿದ್ಯಾಸಂಸ್ಥೆ, ಶ್ರೀ ವಿವೇಕಾನಂದ ವಿದ್ಯಾಸಂಸ್ಥೆ ಶ್ರೀ ಜಿ.ವಿ.ಗೌಡ ಪದವಿಪೂರ್ವ ಕಾಲೇಜು ವಿದ್ಯಾರ್ಥಿಗಳಿಗೆ ಮಾದಕ ದ್ರವ್ಯ ಸೇವನೆ ದುಷ್ಪರಿಣಾಮಗಳು ಹಾಗೂ ಮಾನವ ಕಳ್ಳ ಸಾಗಾಣಿಕೆ ಬಗ್ಗೆ ವಿದ್ಯಾರ್ಥಿಗಳಿಗೆ ಜಾಗೃತಿ ಮೂಡಿಸುವ ಕಾರ್ಯಕ್ರಮವನ್ನು ಹಮ್ಮಿಕೊಳ್ಳಲಾಗಿತ್ತು. ಇತ್ತೀಚಿನ ದಿನಗಳಲ್ಲಿ ಮಾದಕ ದ್ರವ್ಯ ಸೇವನೆಗೆ ಯುವ ಪೀಳಿಗೆ ಬಲಿಯಾಗುತ್ತಿದ್ದಾರೆ. ವಿದ್ಯಾರ್ಥಿ ಜೀವನದಲ್ಲಿಯೇ ವಿದ್ಯಾರ್ಥಿಗಳು ಮದ್ಯಪಾನ, ತಂಬಾಕು, ಮಾದಕ ದ್ರವ್ಯ ಸೇವನೆ ವ್ಯಸನಕ್ಕೆ ಒಳಗಾಗಿ ಆರೋಗ್ಯ, ಜೀವನ ಹಾಳು ಮಾಡಿಕೊಳ್ಳುತ್ತಿದ್ದಾರೆ, ಜೊತೆಗೆ ಮಾದಕ ವಸ್ತುಗಳು ಹಾಗೂ ಕುಟುಂಬದ ನೆಮ್ಮದಿ ಕೆಡಿಸುತ್ತವೆ. ಸಮಾಜವನ್ನು ಕಂಟಕವಾಗಿಸುತ್ತಿದೆ. ಪ್ರತಿಯೊಬ್ಬ ಸಂಸ್ಕೃತಿಯ ಅಂಶವಾಗಬೇಕು, ಮಾದಕ ವ್ಯಸನಿಗಳಾಗಬಾರದು. ಇದರಿಂದ ಸಮಾಜದ ಸ್ವಾಸ್ಥ್ಯ ಹಾಳಾಗುತ್ತದೆ ಎಂದು ತಿಳಿಸಿದರು. ಪ್ರತಿಯೊಬ್ಬ ವಿದ್ಯಾರ್ಥಿಯೂ 18 ವರ್ಷ ತುಂಬುವವರೆಗೂ ಯಾವುದೇ ವಾಹನವನ್ನು ಚಾಲನೆ ಮಾಡಬಾರದು. ಒಂದೊಮ್ಮೆ: [6, 168, 324, 413]
- article-sahitya-sammelana-subheadline-box: [421, 657, 1198, 689]
- article-uppara-loan-headline-box: [6, 1864, 670, 1921]
- article-kr-pete-body-continued: [685, 2230, 1219, 2405]
- jayanti-ceremony-photo: [929, 152, 1196, 322]
- headline: ಕಾಲುವೆ ಹೂಳಿನಿಂದ ರೈತರಿಗೆ ತೊಂದರೆ: [6, 1384, 382, 1418]
- brief-title-line-1: ಶಿವಪಥವನರಿಯಡೆ: [1222, 712, 1352, 737]
- brief-text: ಶಿವಪಥವನರಿಯಡೆ ಗುರುಪಥವೇ ಮೊದಲು, ಭಾಗವತರನ್ನು ಬಾಗಿಲು ಕಾಯಿಸಿದರೆ ಶಿವನು ಒಲಿಯಲಾರ ಎಂದು ಹೇಳುವ ಮೂಲಕ ಶರಣರು ಗುರು ಮಾರ್ಗವನ್ನು ತೋರಿದರು ಎಂದು ಮೈಸೂರು ಕಲಾ ಕಾಲೇಜು ಪ್ರಾಂಶುಪಾಲರಾದ ಡಾ.ಬಿ.ವಿ.ವಸಂತಕುಮಾರ್ ತಿಳಿಸಿದರು. ಸುತ್ತೂರು ಮಠದಲ್ಲಿ ಶ್ರಾವಣ ಮಾಸದ 16ನೇ ದಿನ ಅಕ್ಷಯ್ಯದಂದಿನ ವಿಚಾರ ಶಿವಾತ್ಮ ಚಿಂತನಾದ: [1222, 778, 1518, 862]
- felicitation-photo: [850, 1442, 1190, 1620]
- brief-text: ಜವನಹಳ್ಳಿ, ಮಲ್ಲೇನಹಳ್ಳಿ, ಛತ್ರನಹಳ್ಳಿ, ಬಿಳೇಕೆರೆ, ಬಂಕನಹಳ್ಳಿ ಗ್ರಾಮಗಳು ಹಾಗೂ ಸುತ್ತಮುತ್ತಲಿನ ಗ್ರಾಮಗಳಲ್ಲಿ ವಿದ್ಯುತ್ ವ್ಯತ್ಯಯ ಉಂಟಾಗಲಿದೆ ಎಂದು ಮಂಡ್ಯ ಸೆಸ್ಕ್ ಕಾ ಮತ್ತು ಪಾ ವಿಭಾಗದ ಕಾರ್ಯ ನಿರ್ವಾಹಕ ಅಭಿಯಂತರರು ತಿಳಿಸಿದ್ದಾರೆ.: [1222, 608, 1518, 656]
- article-text: ಕೆಡದು ರೈತರಿಗೆ ಅನುಕೂಲ ಮಾಡಿಕೊಡಬೇಕು ಇಲ್ಲದಿದ್ದಲ್ಲಿ ಪ್ರತಿಭಟನೆ ಹಮ್ಮಿಕೊಳ್ಳಲಾಗುವುದು ಎಂದು ಗ್ರಾಮಸ್ಥರಾದ ಮಹದೇವ, ರಂಗಸ್ವಾಮಿ, ಬಸವರಾಜು, ಸಿದ್ದರಾಜು, ಪುಟ್ಟಸ್ವಾಮಿ, ನಾಗರಾಜು, ನಿಂಗರಾಜು ಸೇರಿದಂತೆ ಹಲವರು ಒತ್ತಾಯಿಸಿದ್ದಾರೆ.: [264, 1692, 523, 1758]
- brief-guru-text-side: [1358, 916, 1518, 1078]
- article-text: ಯೋಗೇಶ್, ಸರ್ಕಾರಿ ನೌಕರರ ಸಂಘದ ಅಧ್ಯಕ್ಷರು, ತಾಲ್ಲೂಕು ಜಯಕರ್ನಾಟಕ ಸಂಘಟನೆ ಪದಾಧಿಕಾರಿಗಳು, ಎಸ್.ಶ್ರೀನಿವಾಸ್ ಸೇರಿದಂತೆ ಹಲವರು ಭಾಗವಹಿಸಿದ್ದರು. ರಥಯಾತ್ರೆ ನಂತರ ಪಟ್ಟಣದ ಮೂಲಕ ಮುಂದಿನ ತಾಲ್ಲೂಕಿಗೆ ತೆರಳಿತು.: [1227, 2232, 1521, 2299]
- brand-part-1: ಸಂಜೆ: [1249, 6, 1307, 46]
- column-divider: [677, 1864, 678, 2405]
- article-drug-addiction-body-continued: [332, 332, 647, 574]
- palm-icon: [1306, 17, 1327, 41]
- article-arasu-jayanti-headline-box: [662, 99, 1196, 147]
- section-rule: [0, 1376, 1527, 1378]
- article-arasu-jayanti-body: [662, 152, 919, 574]
- dateline: ಮಂಡ್ಯ:: [1222, 137, 1253, 150]
- dateline: ಮೈಸೂರು:: [537, 1444, 579, 1457]
